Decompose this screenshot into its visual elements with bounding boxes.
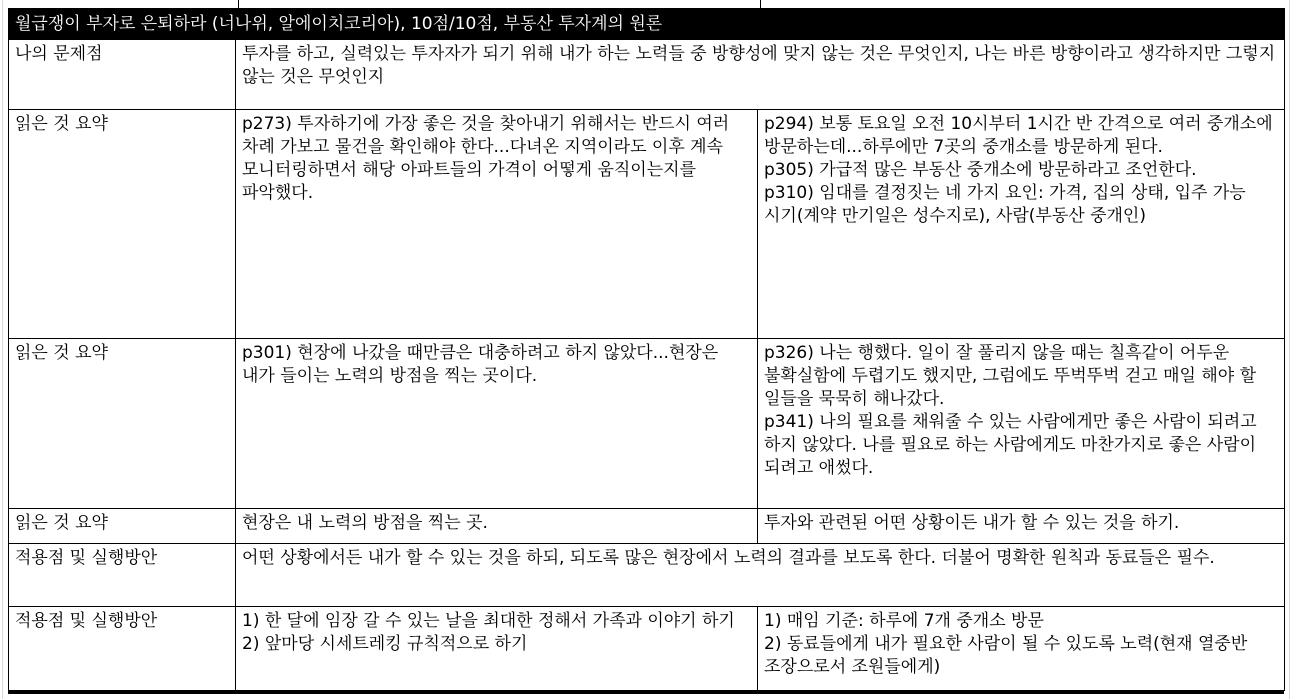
cell-text: 현장은 내 노력의 방점을 찍는 곳. (242, 513, 488, 533)
content-cell[interactable] (236, 110, 758, 339)
table-row (9, 110, 1285, 339)
title-row (9, 9, 1285, 40)
table-row (9, 607, 1285, 691)
cell-text: 1) 매임 기준: 하루에 7개 중개소 방문 2) 동료들에게 내가 필요한 사람이 될 수 있도록 노력(현재 열중반 조장으로서 조원들에게) (764, 611, 1248, 677)
row-label-cell[interactable] (9, 509, 236, 544)
cell-text: 1) 한 달에 임장 갈 수 있는 날을 최대한 정해서 가족과 이야기 하기 2) 앞마당 시세트레킹 규칙적으로 하기 (242, 611, 735, 654)
cell-text: p294) 보통 토요일 오전 10시부터 1시간 반 간격으로 여러 중개소에 방문하는데...하루에만 7곳의 중개소를 방문하게 된다. p305) 가급적 많은 부동산 중개소에 방문하라고 조언한다. p310) 임대를 결정짓는 네 가지 요인: 가격, 집의 상태, 입주 가능 시기(계약 만기일은 성수지로), 사람(부동산 중개인) (764, 114, 1273, 226)
row-label: 적용점 및 실행방안 (15, 611, 158, 631)
row-label: 적용점 및 실행방안 (15, 548, 158, 568)
column-divider (760, 0, 761, 8)
content-cell[interactable] (236, 544, 1285, 607)
grid-line (1289, 0, 1290, 699)
book-title: 월급쟁이 부자로 은퇴하라 (너나위, 알에이치코리아), 10점/10점, 부동산 투자계의 원론 (15, 14, 663, 34)
content-cell[interactable] (758, 110, 1285, 339)
cell-text: 어떤 상황에서든 내가 할 수 있는 것을 하되, 되도록 많은 현장에서 노력의 결과를 보도록 한다. 더불어 명확한 원칙과 동료들은 필수. (242, 548, 1215, 568)
table-row (9, 509, 1285, 544)
content-cell[interactable] (236, 40, 1285, 110)
row-label-cell[interactable] (9, 544, 236, 607)
content-cell[interactable] (236, 339, 758, 509)
row-label-cell[interactable] (9, 40, 236, 110)
row-label: 읽은 것 요약 (15, 513, 108, 533)
content-cell[interactable] (758, 509, 1285, 544)
table-row (9, 40, 1285, 110)
content-cell[interactable] (758, 339, 1285, 509)
table-bottom-border (8, 691, 1284, 694)
book-title-cell[interactable] (9, 9, 1285, 40)
cell-text: p301) 현장에 나갔을 때만큼은 대충하려고 하지 않았다...현장은 내가 들이는 노력의 방점을 찍는 곳이다. (242, 343, 719, 386)
content-cell[interactable] (236, 607, 758, 691)
book-notes-table (8, 8, 1285, 691)
cell-text: p326) 나는 행했다. 일이 잘 풀리지 않을 때는 칠흑같이 어두운 불확실함에 두렵기도 했지만, 그럼에도 뚜벅뚜벅 걷고 매일 해야 할 일들을 묵묵히 해나갔다. p341) 나의 필요를 채워줄 수 있는 사람에게만 좋은 사람이 되려고 하지 않았다. 나를 필요로 하는 사람에게도 마찬가지로 좋은 사람이 되려고 애썼다. (764, 343, 1257, 478)
row-label-cell[interactable] (9, 607, 236, 691)
cell-text: 투자와 관련된 어떤 상황이든 내가 할 수 있는 것을 하기. (764, 513, 1180, 533)
table-row (9, 339, 1285, 509)
row-label: 읽은 것 요약 (15, 343, 108, 363)
content-cell[interactable] (236, 509, 758, 544)
grid-line (2, 0, 3, 699)
row-label-cell[interactable] (9, 110, 236, 339)
row-label: 읽은 것 요약 (15, 114, 108, 134)
cell-text: p273) 투자하기에 가장 좋은 것을 찾아내기 위해서는 반드시 여러 차례 가보고 물건을 확인해야 한다...다녀온 지역이라도 이후 계속 모니터링하면서 해당 아파트들의 가격이 어떻게 움직이는지를 파악했다. (242, 114, 730, 203)
table-row (9, 544, 1285, 607)
cell-text: 투자를 하고, 실력있는 투자자가 되기 위해 내가 하는 노력들 중 방향성에 맞지 않는 것은 무엇인지, 나는 바른 방향이라고 생각하지만 그렇지 않는 것은 무엇인지 (242, 44, 1276, 87)
column-divider (238, 0, 239, 8)
content-cell[interactable] (758, 607, 1285, 691)
row-label: 나의 문제점 (15, 44, 103, 64)
row-label-cell[interactable] (9, 339, 236, 509)
